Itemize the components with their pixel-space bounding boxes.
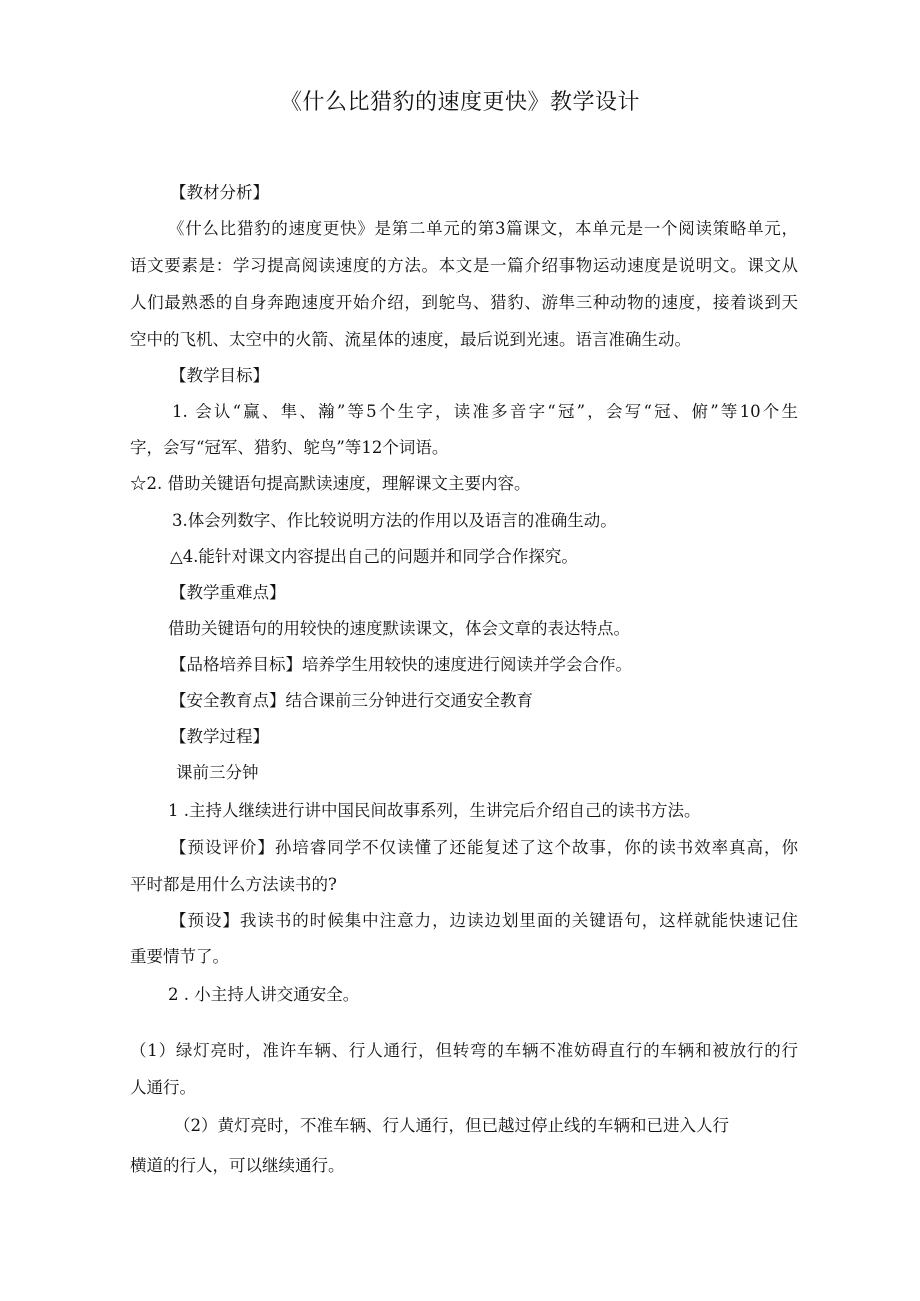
rule-1-line-1: （1）绿灯亮时，准许车辆、行人通行，但转弯的车辆不准妨碍直行的车辆和被放行的行: [130, 1041, 798, 1060]
key-points-text: 借助关键语句的用较快的速度默读课文，体会文章的表达特点。: [168, 619, 630, 638]
preset-line-2: 重要情节了。: [130, 947, 229, 966]
goal-3: 3.体会列数字、作比较说明方法的作用以及语言的准确生动。: [172, 511, 617, 530]
analysis-line-1: 《什么比猎豹的速度更快》是第二单元的第3篇课文，本单元是一个阅读策略单元，: [168, 219, 798, 238]
analysis-line-4: 空中的飞机、太空中的火箭、流星体的速度，最后说到光速。语言准确生动。: [130, 330, 691, 349]
rule-2-line-1: （2）黄灯亮时，不准车辆、行人通行，但已越过停止线的车辆和已进入人行: [174, 1116, 729, 1135]
safety-point: 【安全教育点】结合课前三分钟进行交通安全教育: [170, 691, 533, 710]
process-heading: 【教学过程】: [170, 727, 269, 746]
goals-heading: 【教学目标】: [170, 366, 269, 385]
preset-eval-line-1: 【预设评价】孙培睿同学不仅读懂了还能复述了这个故事，你的读书效率真高，你: [170, 838, 798, 857]
preset-line-1: 【预设】我读书的时候集中注意力，边读边划里面的关键语句，这样就能快速记住: [170, 911, 798, 930]
key-points-heading: 【教学重难点】: [170, 583, 286, 602]
rule-1-line-2: 人通行。: [130, 1078, 196, 1097]
analysis-line-2: 语文要素是：学习提高阅读速度的方法。本文是一篇介绍事物运动速度是说明文。课文从: [130, 256, 798, 275]
analysis-heading: 【教材分析】: [170, 183, 269, 202]
goal-1-line-1: 1. 会认“赢、隼、瀚”等5个生字，读准多音字“冠”，会写“冠、俯”等10个生: [172, 402, 798, 421]
pre-class-label: 课前三分钟: [176, 763, 259, 782]
step-2: 2 . 小主持人讲交通安全。: [168, 985, 360, 1004]
goal-4: △4.能针对课文内容提出自己的问题并和同学合作探究。: [170, 547, 578, 566]
step-1: 1 .主持人继续进行讲中国民间故事系列，生讲完后介绍自己的读书方法。: [168, 801, 701, 820]
preset-eval-line-2: 平时都是用什么方法读书的?: [130, 875, 337, 894]
rule-2-line-2: 横道的行人，可以继续通行。: [130, 1156, 345, 1175]
goal-1-line-2: 字，会写“冠军、猎豹、鸵鸟”等12个词语。: [130, 438, 449, 457]
analysis-line-3: 人们最熟悉的自身奔跑速度开始介绍，到鸵鸟、猎豹、游隼三种动物的速度，接着谈到天: [130, 293, 798, 312]
character-goal: 【品格培养目标】培养学生用较快的速度进行阅读并学会合作。: [170, 655, 632, 674]
goal-2: ☆2. 借助关键语句提高默读速度，理解课文主要内容。: [130, 474, 531, 493]
document-title: 《什么比猎豹的速度更快》教学设计: [279, 90, 640, 115]
